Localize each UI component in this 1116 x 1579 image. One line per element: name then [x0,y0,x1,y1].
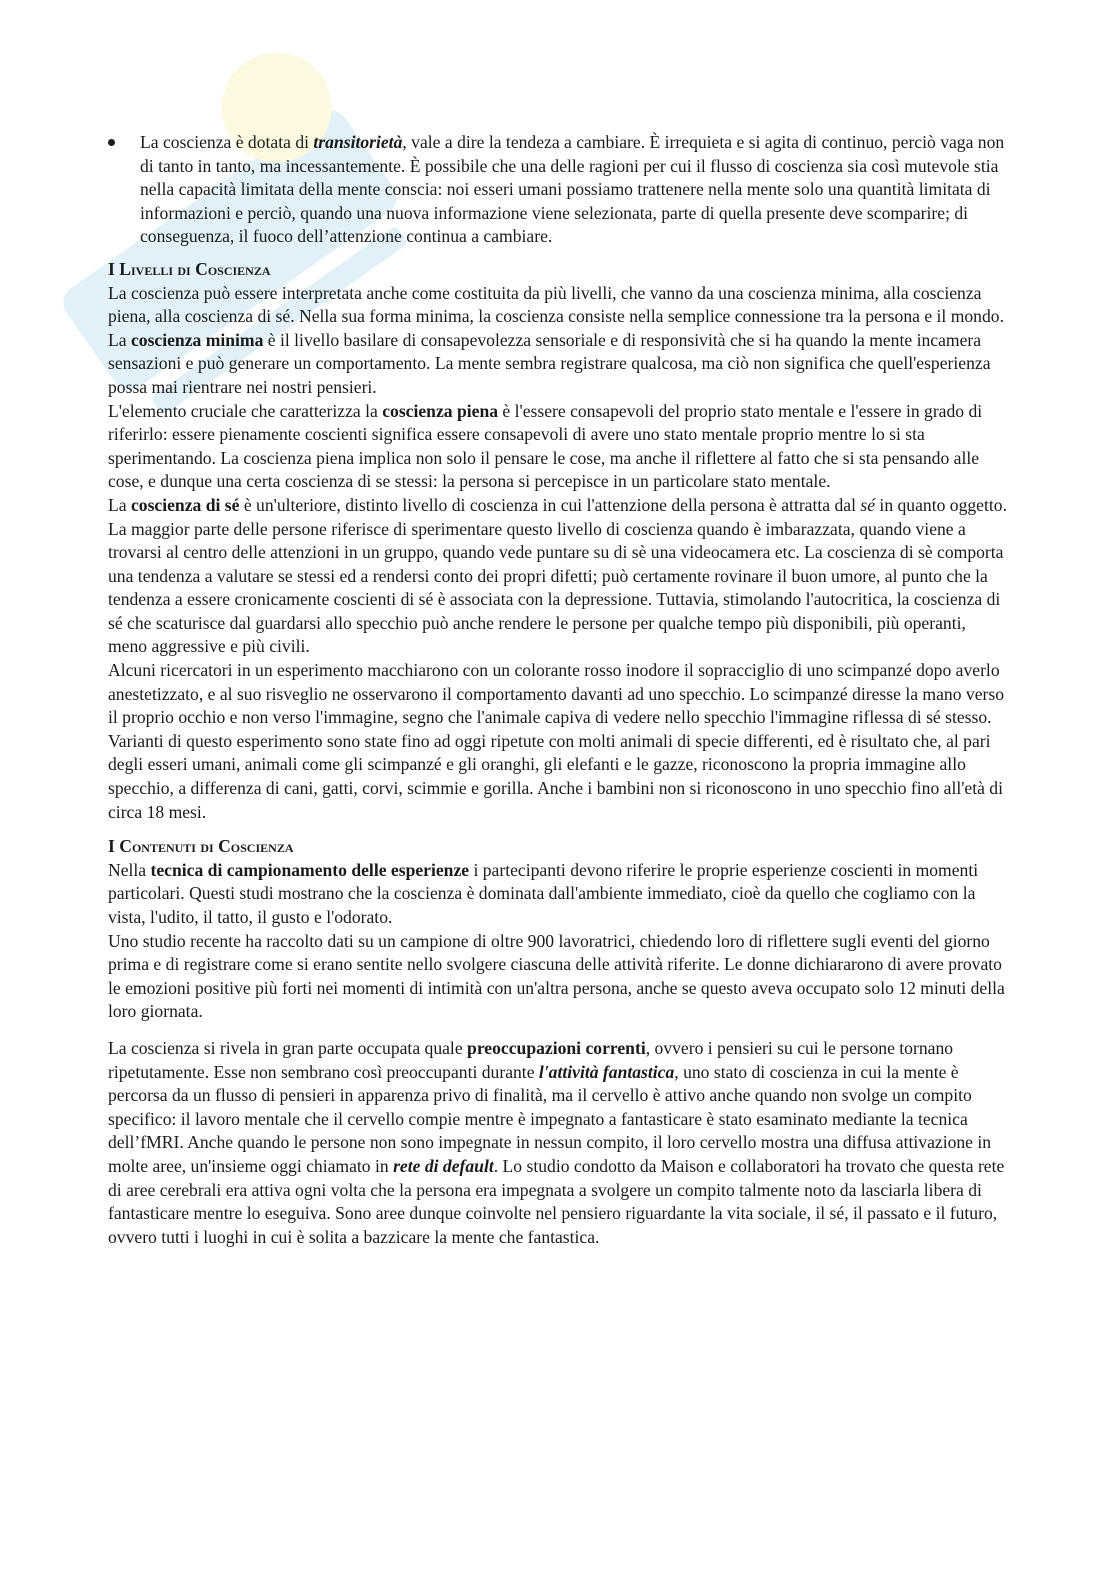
text-run: , uno stato di coscienza in cui la mente è percorsa da un flusso di pensieri in apparenza privo di finalità, ma il cervello è attivo anche quando non svolge un compito specifico: il lavoro mentale che il cervello compie mentre è impegnato a fantasticare è stato esaminato mediante la tecnica dell’fMRI. Anche quando le persone non sono impegnate in nessun compito, il loro cervello mostra una diffusa attivazione in molte aree, un'insieme oggi chiamato in [108,1061,992,1176]
paragraph [108,859,1008,930]
key-term: tecnica di campionamento delle esperienze [150,859,470,880]
bullet-list [108,131,1008,249]
paragraph: Uno studio recente ha raccolto dati su un campione di oltre 900 lavoratrici, chiedendo loro di riflettere sugli eventi del giorno prima e di registrare come si erano sentite nello svolgere ciascuna delle attività riferite. Le donne dichiararono di avere provato le emozioni positive più forti nei momenti di intimità con un'altra persona, anche se questo aveva occupato solo 12 minuti della loro giornata. [108,930,1005,1022]
text-run: La coscienza si rivela in gran parte occupata quale [108,1037,468,1058]
section-heading-livelli: I Livelli di Coscienza [108,258,271,279]
text-run: La coscienza è dotata di [140,132,314,152]
text-run: La coscienza può essere interpretata anche come costituita da più livelli, che vanno da una coscienza minima, alla coscienza piena, alla coscienza di sé. Nella sua forma minima, la coscienza consiste nella semplice connessione tra la persona e il mondo. La [108,282,1004,350]
text-run: , ovvero i pensieri su cui le persone tornano ripetutamente. Esse non sembrano così preoccupanti durante [108,1037,954,1082]
italic-term: sé [860,494,876,515]
key-term: preoccupazioni correnti [467,1037,646,1058]
text-run: Nella [108,859,151,880]
emphasis-term: l'attività fantastica [538,1061,675,1082]
text-run: , vale a dire la tendeza a cambiare. È irrequieta e si agita di continuo, perciò vaga non di tanto in tanto, ma incessantemente. È possibile che una delle ragioni per cui il flusso di coscienza sia così mutevole stia nella capacità limitata della mente conscia: noi esseri umani possiamo trattenere nella mente solo una quantità limitata di informazioni e perciò, quando una nuova informazione viene selezionata, parte di quella presente deve scomparire; di conseguenza, il fuoco dell’attenzione continua a cambiare. [140,132,1005,247]
text-run: . Lo studio condotto da Maison e collaboratori ha trovato che questa rete di aree cerebrali era attiva ogni volta che la persona era impegnata a svolgere un compito talmente noto da lasciarla libera di fantasticare mentre lo eseguiva. Sono aree dunque coinvolte nel pensiero riguardante la vita sociale, il sé, il passato e il futuro, ovvero tutti i luoghi in cui è solita a bazzicare la mente che fantastica. [108,1155,1005,1247]
paragraph: Alcuni ricercatori in un esperimento macchiarono con un colorante rosso inodore il sopracciglio di uno scimpanzé dopo averlo anestetizzato, e al suo risveglio ne osservarono il comportamento davanti ad uno specchio. Lo scimpanzé diresse la mano verso il proprio occhio e non verso l'immagine, segno che l'animale capiva di vedere nello specchio l'immagine riflessa di sé stesso. Varianti di questo esperimento sono state fino ad oggi ripetute con molti animali di specie differenti, ed è risultato che, al pari degli esseri umani, animali come gli scimpanzé e gli oranghi, gli elefanti e le gazze, riconoscono la propria immagine allo specchio, a differenza di cani, gatti, corvi, scimmie e gorilla. Anche i bambini non si riconoscono in uno specchio fino all'età di circa 18 mesi. [108,660,1005,822]
paragraph [108,494,1008,659]
key-term: coscienza di sé [130,494,240,515]
text-run: è l'essere consapevoli del proprio stato mentale e l'essere in grado di riferirlo: essere pienamente coscienti significa essere consapevoli di avere uno stato mentale proprio mentre lo si sta sperimentando. La coscienza piena implica non solo il pensare le cose, ma anche il riflettere al fatto che si sta pensando alle cose, e dunque una certa coscienza di se stessi: la persona si percepisce in un particolare stato mentale. [108,400,983,492]
paragraph [108,282,1008,400]
key-term: coscienza minima [130,329,264,350]
text-run: è il livello basilare di consapevolezza sensoriale e di responsività che si ha quando la mente incamera sensazioni e può generare un comportamento. La mente sembra registrare qualcosa, ma ciò non significa che quell'esperienza possa mai rientrare nei nostri pensieri. [108,329,991,397]
text-run: in quanto oggetto. La maggior parte delle persone riferisce di sperimentare questo livello di coscienza quando è imbarazzata, quando viene a trovarsi al centro delle attenzioni in un gruppo, quando vede puntare su di sè una videocamera etc. La coscienza di sè comporta una tendenza a valutare se stessi ed a rendersi conto dei propri difetti; può certamente rovinare il buon umore, al punto che la tendenza a essere cronicamente coscienti di sé è associata con la depressione. Tuttavia, stimolando l'autocritica, la coscienza di sé che scaturisce dal guardarsi allo specchio può anche rendere le persone per qualche tempo più disponibili, più operanti, meno aggressive e più civili. [108,494,1007,657]
text-run: La [108,494,131,515]
emphasis-term: rete di default [393,1155,494,1176]
emphasis-term: transitorietà [313,132,403,152]
document-page [108,131,1008,1249]
paragraph [108,1037,1008,1249]
text-run: è un'ulteriore, distinto livello di coscienza in cui l'attenzione della persona è attratta dal [239,494,861,515]
text-run: i partecipanti devono riferire le proprie esperienze coscienti in momenti particolari. Questi studi mostrano che la coscienza è dominata dall'ambiente immediato, cioè da quello che cogliamo con la vista, l'udito, il tatto, il gusto e l'odorato. [108,859,979,927]
list-item [108,131,1008,249]
paragraph [108,400,1008,494]
bullet-dot-icon [108,139,115,146]
text-run: L'elemento cruciale che caratterizza la [108,400,383,421]
section-heading-contenuti: I Contenuti di Coscienza [108,836,294,857]
key-term: coscienza piena [382,400,499,421]
